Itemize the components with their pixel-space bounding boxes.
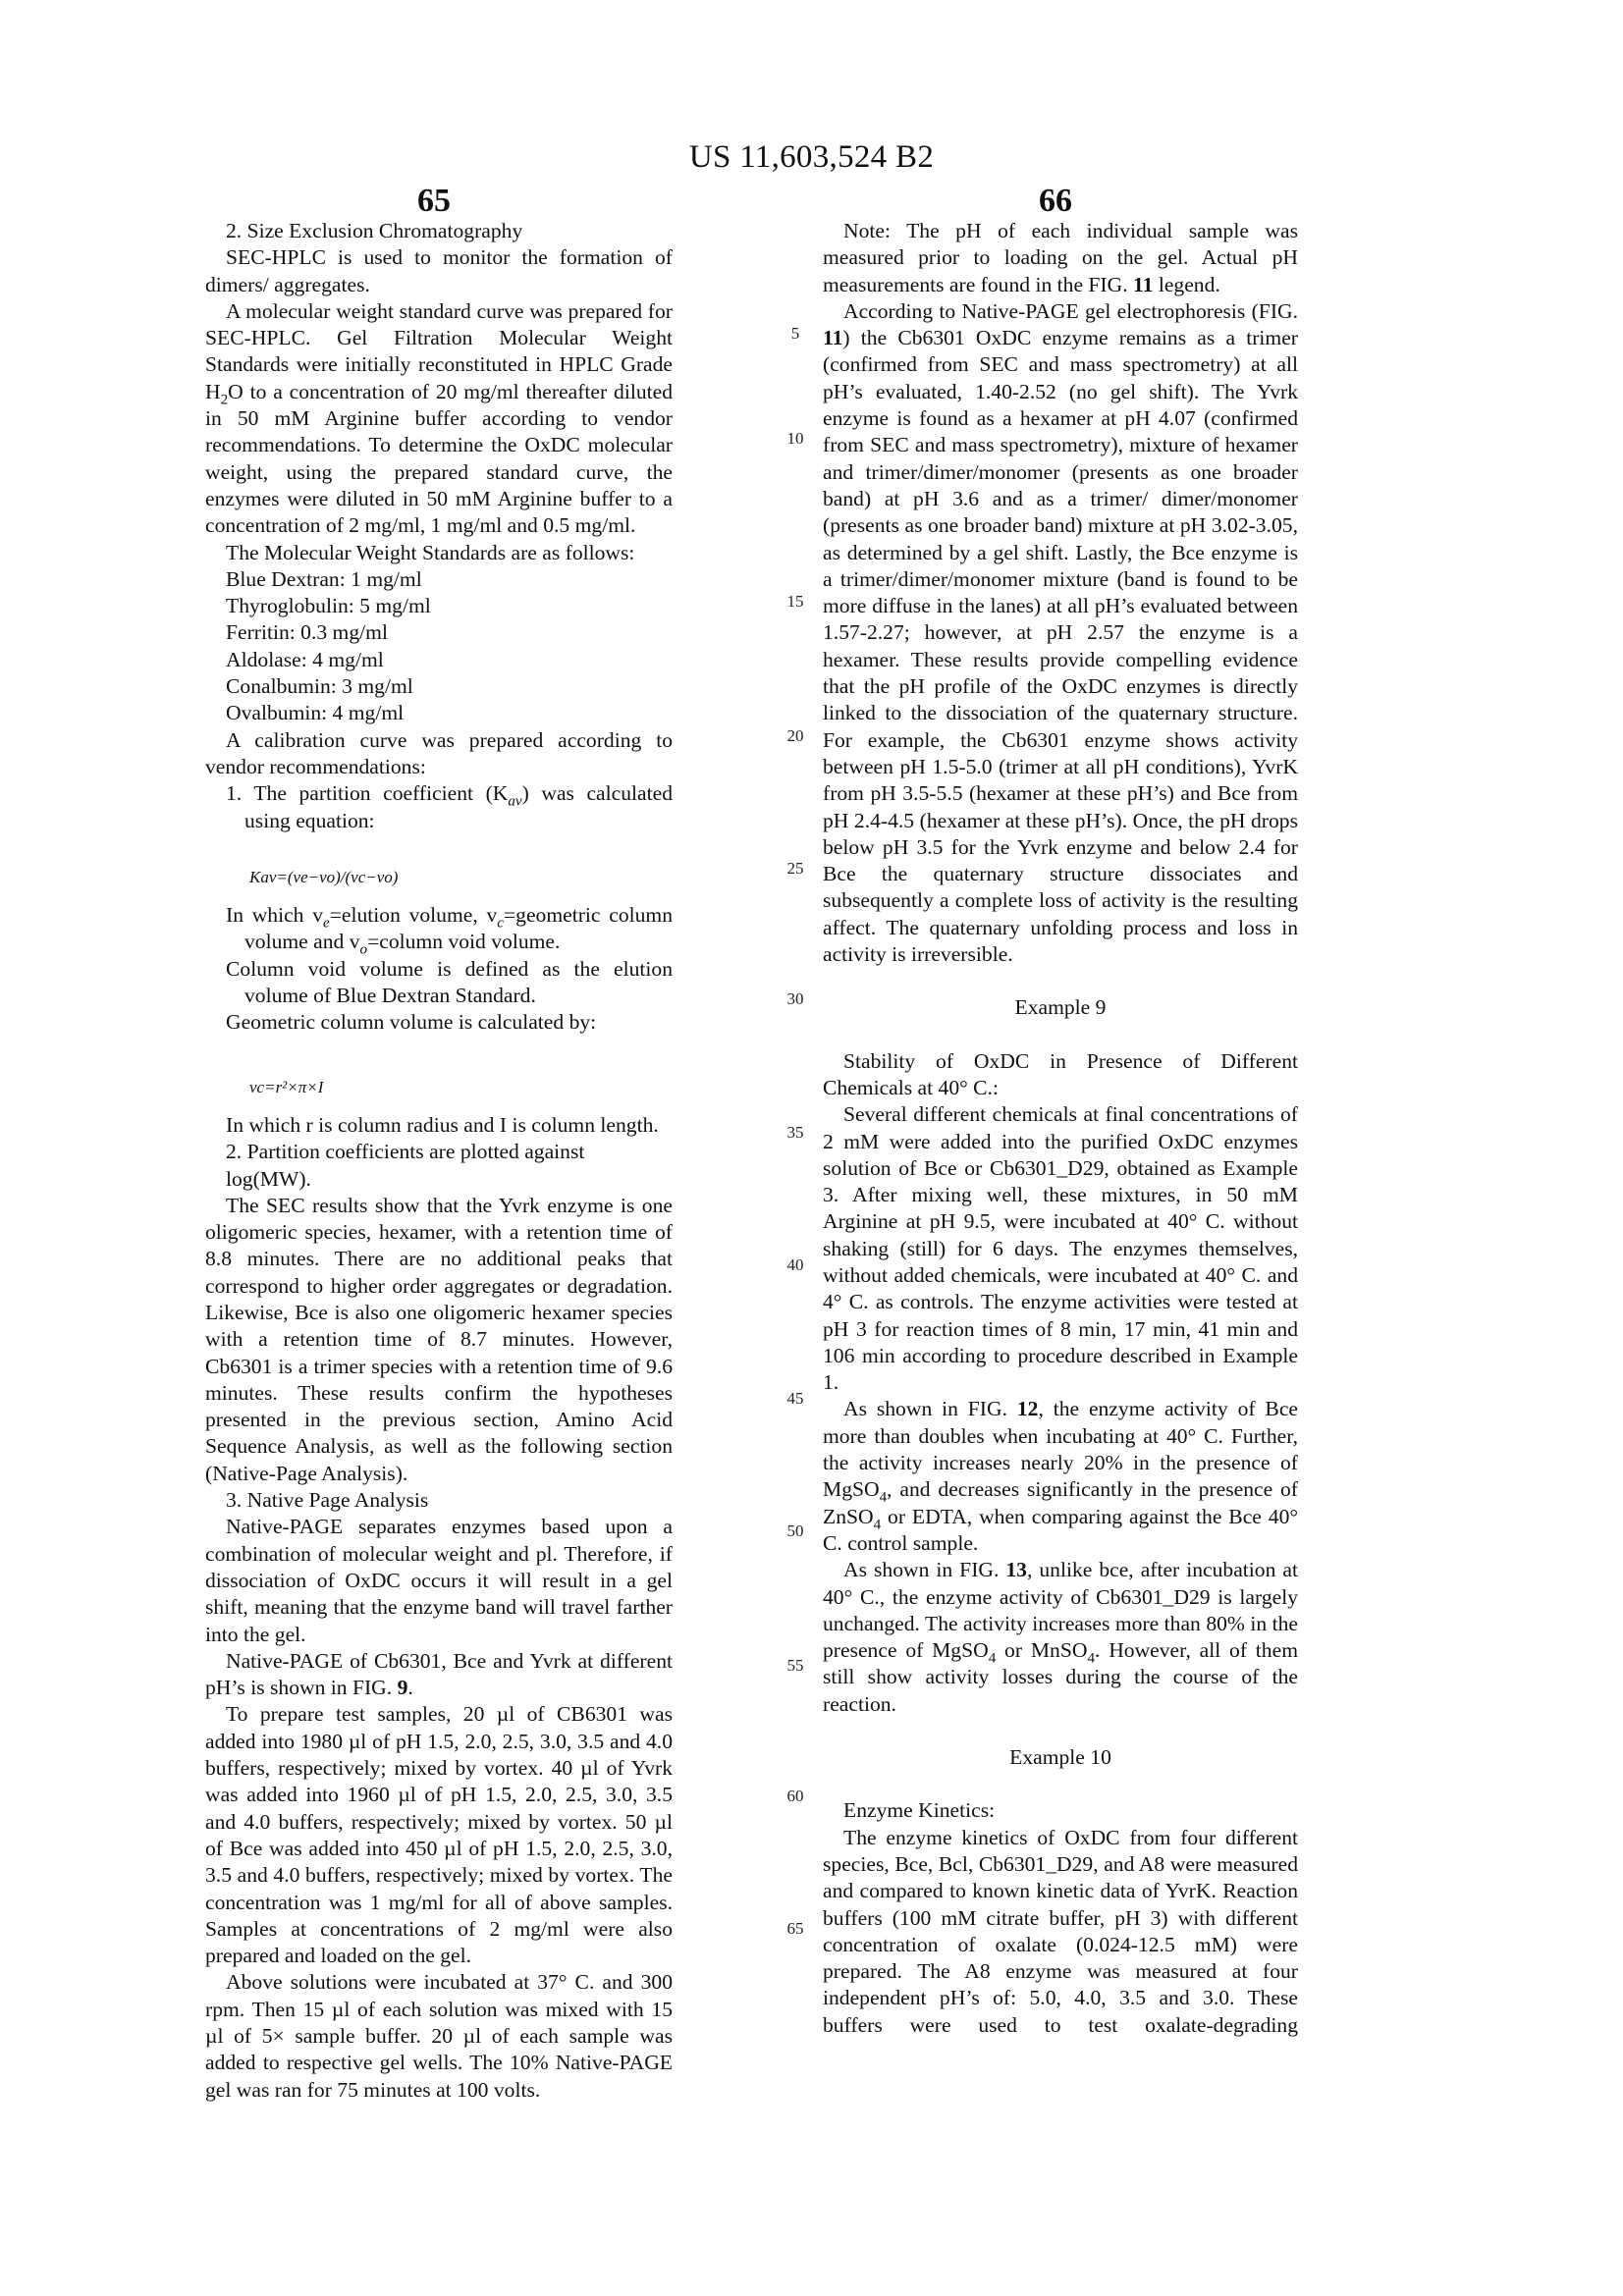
step-1: 1. The partition coefficient $(K_{av})$ was calculated using equation:: [226, 781, 673, 832]
line-number: 65: [786, 1919, 804, 1938]
page-number-right: 66: [1039, 183, 1072, 219]
paragraph: A calibration curve was prepared according to vendor recommendations:: [205, 727, 673, 778]
definition: In which $v_e=elution$ volume, $v_c=geometric$ column volume and $v_o=column$ void volume.: [226, 903, 673, 958]
line-number: 40: [786, 1255, 804, 1274]
definition: Column void volume is defined as the elution volume of Blue Dextran Standard.: [226, 956, 673, 1008]
standard-item: Conalbumin: 3 mg/ml: [226, 674, 413, 699]
example-9-subtitle: Stability of OxDC in Presence of Different Chemicals at 40° C.:: [823, 1048, 1298, 1099]
paragraph: As shown in FIG. 12, the enzyme activity of Bce more than doubles when incubating at 40° C. Further, the activity increases nearly 20% in the presence of MgSO$_4$, and decreases significantly in the presence of ZnSO$_4$ or EDTA, when comparing against the Bce 40° C. control sample.: [823, 1397, 1298, 1555]
line-number: 20: [786, 726, 804, 745]
line-number: 45: [786, 1389, 804, 1408]
standard-item: Thyroglobulin: 5 mg/ml: [226, 594, 431, 618]
line-number: 10: [786, 429, 804, 448]
section-heading-sec: 2. Size Exclusion Chromatography: [226, 219, 523, 242]
paragraph: Above solutions were incubated at 37° C. and 300 rpm. Then 15 µl of each solution was mixed with 15 µl of 5× sample buffer. 20 µl of each sample was added to respective gel wells. The 10% Native-PAGE gel was ran for 75 minutes at 100 volts.: [205, 1970, 673, 2102]
equation-vc: vc=r²×π×I: [249, 1077, 324, 1096]
line-number: 50: [786, 1522, 804, 1540]
paragraph: Several different chemicals at final concentrations of 2 mM were added into the purified OxDC enzymes solution of Bce or Cb6301_D29, obtained as Example 3. After mixing well, these mixtures, in 50 mM Arginine at pH 9.5, were incubated at 40° C. without shaking (still) for 6 days. The enzymes themselves, without added chemicals, were incubated at 40° C. and 4° C. as controls. The enzyme activities were tested at pH 3 for reaction times of 8 min, 17 min, 41 min and 106 min according to procedure described in Example 1.: [823, 1102, 1298, 1395]
standard-item: Aldolase: 4 mg/ml: [226, 647, 384, 671]
section-heading-native: 3. Native Page Analysis: [226, 1488, 429, 1513]
right-column: [823, 218, 1298, 2039]
standard-item: Ovalbumin: 4 mg/ml: [226, 701, 405, 725]
left-column: [205, 218, 673, 2104]
page-number-left: 65: [417, 183, 451, 219]
paragraph: The SEC results show that the Yvrk enzyme is one oligomeric species, hexamer, with a retention time of 8.8 minutes. There are no additional peaks that correspond to higher order aggregates or degradation. Likewise, Bce is also one oligomeric hexamer species with a retention time of 8.7 minutes. However, Cb6301 is a trimer species with a retention time of 9.6 minutes. These results confirm the hypotheses presented in the previous section, Amino Acid Sequence Analysis, as well as the following section (Native-Page Analysis).: [205, 1193, 673, 1485]
example-9-title: Example 9: [1014, 995, 1107, 1020]
definition: Geometric column volume is calculated by:: [226, 1010, 597, 1035]
paragraph: SEC-HPLC is used to monitor the formation of dimers/ aggregates.: [205, 245, 673, 296]
paragraph: Native-PAGE of Cb6301, Bce and Yvrk at different pH’s is shown in FIG. 9.: [205, 1648, 673, 1700]
paragraph: According to Native-PAGE gel electrophoresis (FIG. 11) the Cb6301 OxDC enzyme remains as a trimer (confirmed from SEC and mass spectrometry) at all pH’s evaluated, 1.40-2.52 (no gel shift). The Yvrk enzyme is found as a hexamer at pH 4.07 (confirmed from SEC and mass spectrometry), mixture of hexamer and trimer/dimer/monomer (presents as one broader band) at pH 3.6 and as a trimer/ dimer/monomer (presents as one broader band) mixture at pH 3.02-3.05, as determined by a gel shift. Lastly, the Bce enzyme is a trimer/dimer/monomer mixture (band is found to be more diffuse in the lanes) at all pH’s evaluated between 1.57-2.27; however, at pH 2.57 the enzyme is a hexamer. These results provide compelling evidence that the pH profile of the OxDC enzymes is directly linked to the dissociation of the quaternary structure. For example, the Cb6301 enzyme shows activity between pH 1.5-5.0 (trimer at all pH conditions), YvrK from pH 3.5-5.5 (hexamer at these pH’s) and Bce from pH 2.4-4.5 (hexamer at these pH’s). Once, the pH drops below pH 3.5 for the Yvrk enzyme and below 2.4 for Bce the quaternary structure dissociates and subsequently a complete loss of activity is the resulting affect. The quaternary unfolding process and loss in activity is irreversible.: [823, 298, 1298, 967]
paragraph: Native-PAGE separates enzymes based upon a combination of molecular weight and pl. Therefore, if dissociation of OxDC occurs it will result in a gel shift, meaning that the enzyme band will travel farther into the gel.: [205, 1515, 673, 1646]
paragraph: As shown in FIG. 13, unlike bce, after incubation at 40° C., the enzyme activity of Cb6301_D29 is largely unchanged. The activity increases more than 80% in the presence of MgSO$_4$ or MnSO$_4$. However, all of them still show activity losses during the course of the reaction.: [823, 1558, 1298, 1716]
equation-kav: Kav=(ve−vo)/(vc−vo): [249, 867, 399, 886]
example-10-title: Example 10: [1009, 1745, 1111, 1770]
line-number: 15: [786, 592, 804, 611]
definition: In which r is column radius and I is column length.: [226, 1112, 659, 1137]
paragraph: Note: The pH of each individual sample was measured prior to loading on the gel. Actual pH measurements are found in the FIG. 11 legend.: [823, 219, 1298, 296]
standard-item: Ferritin: 0.3 mg/ml: [226, 620, 388, 645]
paragraph: A molecular weight standard curve was prepared for SEC-HPLC. Gel Filtration Molecular Weight Standards were initially reconstituted in HPLC Grade $H_2O$ to a concentration of 20 mg/ml thereafter diluted in 50 mM Arginine buffer according to vendor recommendations. To determine the OxDC molecular weight, using the prepared standard curve, the enzymes were diluted in 50 mM Arginine buffer to a concentration of 2 mg/ml, 1 mg/ml and 0.5 mg/ml.: [205, 298, 673, 538]
line-number: 35: [786, 1123, 804, 1142]
line-number: 60: [786, 1787, 804, 1805]
patent-number: US 11,603,524 B2: [688, 139, 935, 175]
standard-item: Blue Dextran: 1 mg/ml: [226, 566, 422, 591]
paragraph: To prepare test samples, 20 µl of CB6301 was added into 1980 µl of pH 1.5, 2.0, 2.5, 3.0, 3.5 and 4.0 buffers, respectively; mixed by vortex. 40 µl of Yvrk was added into 1960 µl of pH 1.5, 2.0, 2.5, 3.0, 3.5 and 4.0 buffers, respectively; mixed by vortex. 50 µl of Bce was added into 450 µl of pH 1.5, 2.0, 2.5, 3.0, 3.5 and 4.0 buffers, respectively; mixed by vortex. The concentration was 1 mg/ml for all of above samples. Samples at concentrations of 2 mg/ml were also prepared and loaded on the gel.: [205, 1702, 673, 1968]
standards-intro: The Molecular Weight Standards are as follows:: [226, 540, 635, 564]
step-2: 2. Partition coefficients are plotted against log(MW).: [226, 1140, 585, 1191]
line-number: 30: [786, 989, 804, 1008]
line-number: 5: [790, 324, 800, 343]
line-number: 25: [786, 859, 804, 878]
line-number: 55: [786, 1656, 804, 1675]
paragraph: The enzyme kinetics of OxDC from four different species, Bce, Bcl, Cb6301_D29, and A8 were measured and compared to known kinetic data of YvrK. Reaction buffers (100 mM citrate buffer, pH 3) with different concentration of oxalate (0.024-12.5 mM) were prepared. The A8 enzyme was measured at four independent pH’s of: 5.0, 4.0, 3.5 and 3.0. These buffers were used to test oxalate-degrading: [823, 1825, 1298, 2037]
example-10-subtitle: Enzyme Kinetics:: [843, 1798, 996, 1823]
